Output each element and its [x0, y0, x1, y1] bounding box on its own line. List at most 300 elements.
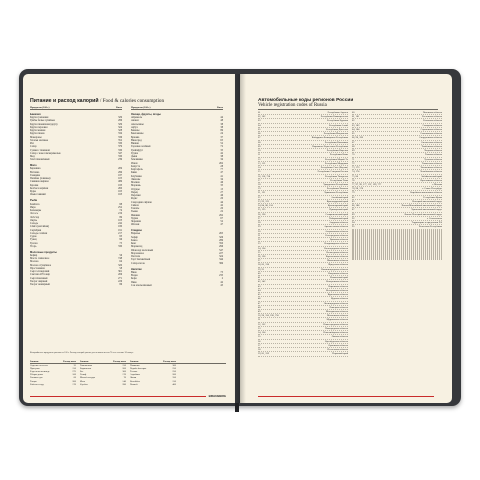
region-name: Республика Тыва: [330, 178, 348, 182]
title-en: Food & calories consumption: [102, 98, 165, 104]
region-code: 73, 173: [352, 166, 360, 170]
region-name: Ханты-Мансийский автономный округ: [401, 204, 442, 208]
activity-table: [30, 360, 226, 386]
region-code: 23, 93, 123: [258, 199, 269, 203]
region-name: Костромская область: [326, 288, 348, 292]
region-code: 66, 96, 196: [352, 136, 363, 140]
food-name: Молоко сгущённое: [30, 263, 52, 267]
region-name: Архангельская область: [324, 225, 348, 229]
region-code: 78, 98, 178: [352, 187, 363, 191]
region-name: Вологодская область: [326, 250, 348, 254]
activity-kcal: 100: [72, 373, 76, 377]
food-name: Томаты: [131, 207, 140, 211]
section-heading: Мясо: [30, 164, 37, 168]
bookmark-ribbon: [235, 403, 239, 412]
dotted-leader: [260, 276, 330, 279]
region-code: 37: [258, 259, 261, 263]
activity-kcal: 300: [122, 370, 126, 374]
region-code: 49: [258, 310, 261, 314]
food-name: Вино: [131, 270, 137, 274]
dotted-leader: [354, 225, 418, 228]
region-code: 22: [258, 195, 261, 199]
food-kcal: 96: [119, 238, 122, 242]
region-name: Республика Крым: [423, 195, 442, 199]
food-kcal: 328: [118, 129, 122, 133]
food-kcal: 103: [118, 218, 122, 222]
food-name: Крупа манная: [30, 129, 46, 133]
food-kcal: 296: [219, 245, 223, 249]
region-code: 33: [258, 242, 261, 246]
header-product: Продукты (100 г): [131, 106, 151, 109]
activity-kcal: 200: [172, 373, 176, 377]
dotted-leader: [260, 153, 330, 156]
region-name: Кировская область: [328, 284, 348, 288]
food-kcal: 262: [219, 161, 223, 165]
food-name: Хурма: [131, 216, 138, 220]
brand-logo: BRAUBERG: [208, 393, 226, 398]
food-kcal: 324: [118, 125, 122, 129]
food-name: Торт бисквитный: [131, 258, 151, 262]
food-kcal: 2: [221, 277, 223, 281]
region-code: 08: [258, 140, 261, 144]
dotted-leader: [260, 230, 325, 233]
food-kcal: 15: [220, 187, 223, 191]
dotted-leader: [265, 115, 320, 118]
food-name: Судак: [30, 235, 37, 239]
dotted-leader: [260, 238, 330, 241]
region-code: 12: [258, 157, 261, 161]
dotted-leader: [265, 323, 323, 326]
dotted-leader: [354, 191, 410, 194]
activity-kcal: 275: [72, 370, 76, 374]
title-separator: /: [98, 98, 103, 104]
region-name: Челябинская область: [420, 170, 442, 174]
region-name: Карачаево-Черкесская Республика: [312, 144, 348, 148]
region-code: 14: [258, 166, 261, 170]
region-code: 56: [258, 339, 261, 343]
activity-name: Танцы: [30, 379, 37, 383]
food-kcal: 352: [118, 138, 122, 142]
food-kcal: 27: [220, 190, 223, 194]
food-kcal: 48: [220, 119, 223, 123]
food-kcal: 330: [118, 142, 122, 146]
region-name: Ярославская область: [420, 178, 442, 182]
food-kcal: 42: [220, 203, 223, 207]
food-name: Хлеб пшеничный: [30, 158, 50, 162]
dotted-leader: [265, 213, 325, 216]
activity-name: Аэробика: [130, 373, 140, 377]
dotted-leader: [260, 302, 323, 305]
dotted-leader: [260, 124, 329, 127]
region-code: 13, 113: [258, 161, 266, 165]
dotted-leader: [260, 318, 326, 321]
dotted-leader: [354, 153, 425, 156]
dotted-leader: [260, 293, 327, 296]
region-name: Калининградская область: [321, 267, 348, 271]
header-activity: Занятие: [30, 360, 39, 363]
region-name: Курская область: [331, 297, 348, 301]
dotted-leader: [265, 280, 326, 283]
region-name: Нижегородская область: [323, 322, 348, 326]
header-product: Продукты (100 г): [30, 106, 50, 109]
food-kcal: 361: [118, 270, 122, 274]
dotted-leader: [354, 217, 427, 220]
food-name: Свёкла: [131, 203, 139, 207]
food-name: Ананас: [131, 119, 140, 123]
food-name: Камбала: [30, 202, 40, 206]
activity-row: [30, 383, 226, 386]
food-kcal: 45: [220, 283, 223, 287]
food-name: Брюква: [131, 135, 140, 139]
dotted-leader: [260, 149, 326, 152]
region-name: Республика Башкортостан: [320, 115, 348, 119]
food-name: Редис: [131, 197, 138, 201]
food-name: Изюм: [131, 161, 138, 165]
region-name: г. Севастополь: [426, 216, 442, 220]
activity-name: Волейбол: [130, 379, 140, 383]
region-name: Камчатский край: [330, 276, 348, 280]
food-name: Дыня: [131, 155, 138, 159]
food-name: Кролик: [30, 183, 39, 187]
book-spine: [234, 74, 246, 403]
activity-name: Лыжи: [130, 376, 137, 380]
region-code: 68: [352, 144, 355, 148]
dotted-leader: [260, 179, 330, 182]
food-name: Язык говяжий: [30, 193, 46, 197]
title-ru: Питание и расход калорий: [30, 98, 99, 104]
food-name: Крупа гречневая: [30, 116, 49, 120]
region-code: 46: [258, 297, 261, 301]
region-code: 95: [352, 225, 355, 229]
food-kcal: 165: [118, 190, 122, 194]
food-name: Клубника: [131, 174, 142, 178]
region-name: г. Москва: [432, 182, 442, 186]
region-name: Хабаровский край: [328, 216, 348, 220]
food-kcal: 324: [219, 255, 223, 259]
region-name: Смоленская область: [421, 140, 442, 144]
activity-kcal: 200: [122, 367, 126, 371]
food-kcal: 52: [220, 220, 223, 224]
region-code: 15: [258, 170, 261, 174]
dotted-leader: [260, 183, 323, 186]
activity-kcal: 200: [72, 379, 76, 383]
food-name: Сахар с кокосом/карамелью: [30, 151, 61, 155]
region-name: Территории за пределами РФ: [411, 221, 442, 225]
region-name: Саратовская область: [420, 127, 442, 131]
dotted-leader: [354, 162, 421, 165]
activity-kcal: 300: [172, 364, 176, 368]
food-name: Ветчина: [30, 170, 40, 174]
dotted-leader: [260, 310, 326, 313]
food-name: Груша: [131, 151, 139, 155]
food-kcal: 47: [220, 171, 223, 175]
region-name: Кемеровская область: [326, 280, 348, 284]
food-kcal: 38: [220, 155, 223, 159]
header-kcal: Расход ккал: [113, 360, 126, 363]
food-kcal: 74: [119, 209, 122, 213]
dotted-leader: [260, 289, 326, 292]
food-kcal: 38: [220, 125, 223, 129]
region-name: Курганская область: [327, 293, 348, 297]
dotted-leader: [260, 111, 327, 114]
food-kcal: 183: [118, 183, 122, 187]
left-footer: [30, 394, 226, 398]
food-name: Капуста: [131, 164, 140, 168]
food-name: Горошек зелёный: [131, 145, 151, 149]
food-name: Морковь: [131, 184, 141, 188]
dotted-leader: [260, 119, 327, 122]
food-kcal: 320: [118, 263, 122, 267]
header-kcal: Ккал: [116, 106, 122, 109]
food-kcal: 242: [118, 222, 122, 226]
food-kcal: 75: [220, 270, 223, 274]
food-name: Сыр голландский: [30, 270, 50, 274]
region-code: 03: [258, 119, 261, 123]
region-name: Республика Бурятия: [327, 119, 348, 123]
food-kcal: 58: [119, 266, 122, 270]
dotted-leader: [260, 272, 328, 275]
footer-rule: [30, 396, 206, 397]
food-kcal: 336: [118, 135, 122, 139]
food-kcal: 41: [220, 174, 223, 178]
food-name: Виноград: [131, 138, 142, 142]
activity-kcal: 170: [122, 373, 126, 377]
food-name: Крупа пшено: [30, 132, 45, 136]
dotted-leader: [260, 234, 325, 237]
food-table-column-1: [30, 106, 122, 286]
region-code: 17: [258, 178, 261, 182]
region-name: Республика Хакасия: [326, 187, 348, 191]
region-code: 29: [258, 225, 261, 229]
region-code: 58: [258, 348, 261, 352]
food-name: Перец: [131, 190, 138, 194]
food-kcal: 44: [220, 116, 223, 120]
food-kcal: 289: [219, 238, 223, 242]
dotted-leader: [363, 136, 419, 139]
region-name: Республика Татарстан: [325, 174, 348, 178]
food-name: Огурцы: [131, 187, 140, 191]
dotted-leader: [265, 255, 325, 258]
region-code: 75, 80: [352, 174, 359, 178]
right-footer: [258, 394, 434, 398]
food-name: Икра: [30, 205, 36, 209]
region-name: Томская область: [424, 153, 442, 157]
activity-name: Гольф: [80, 373, 87, 377]
region-code: 27: [258, 216, 261, 220]
header-activity: Занятие: [80, 360, 89, 363]
dotted-leader: [260, 128, 326, 131]
region-name: Республика Калмыкия: [324, 140, 348, 144]
dotted-leader: [260, 170, 317, 173]
region-code: 07: [258, 136, 261, 140]
food-name: Кальмары: [30, 209, 42, 213]
food-name: Варенье: [131, 232, 141, 236]
food-kcal: 330: [118, 155, 122, 159]
region-name: Кабардино-Балкарская Республика: [311, 136, 348, 140]
food-name: Тунец: [30, 238, 37, 242]
section-heading: Бакалея: [30, 112, 41, 116]
food-kcal: 344: [219, 258, 223, 262]
food-name: Сушки с пшенкой: [30, 148, 50, 152]
food-kcal: 163: [118, 193, 122, 197]
food-kcal: 206: [118, 273, 122, 277]
food-name: Пиво: [131, 280, 137, 284]
dotted-leader: [260, 136, 311, 139]
food-kcal: 47: [220, 223, 223, 227]
region-code: 92: [352, 216, 355, 220]
region-name: Ямало-Ненецкий автономный округ: [404, 212, 442, 216]
food-row: [30, 245, 122, 248]
dotted-leader: [359, 128, 420, 131]
food-kcal: 329: [118, 116, 122, 120]
title-ru: Автомобильные коды регионов России: [258, 98, 354, 103]
region-code: 53: [258, 326, 261, 330]
header-kcal: Ккал: [217, 106, 223, 109]
region-name: Рязанская область: [423, 119, 442, 123]
title-en: Vehicle registration codes of Russia: [258, 103, 438, 110]
dotted-leader: [358, 175, 421, 178]
food-name: Арбуз: [131, 125, 138, 129]
region-name: Московская область: [327, 314, 348, 318]
food-kcal: 56: [119, 253, 122, 257]
region-code: 94: [352, 221, 355, 225]
activity-kcal: 150: [172, 379, 176, 383]
region-name: Республика Карелия: [326, 149, 348, 153]
food-name: Простокваша: [30, 266, 45, 270]
region-code: 86, 186: [352, 204, 360, 208]
food-kcal: 83: [119, 235, 122, 239]
activity-name: Футбол: [80, 382, 88, 386]
region-name: Ивановская область: [327, 259, 348, 263]
food-name: Водка: [131, 274, 138, 278]
dotted-leader: [354, 208, 411, 211]
food-row: [30, 283, 122, 286]
food-kcal: 44: [220, 200, 223, 204]
food-kcal: 72: [220, 145, 223, 149]
food-name: Кефир: [30, 253, 38, 257]
dotted-leader: [270, 175, 325, 178]
dotted-leader: [260, 348, 327, 351]
food-name: Сметана 20% жир: [30, 273, 50, 277]
region-code: 32: [258, 238, 261, 242]
section-heading: Молочные продукты: [30, 250, 57, 254]
food-kcal: 547: [219, 248, 223, 252]
region-name: Красноярский край: [327, 204, 348, 208]
food-name: Крупа пшеничная (круп): [30, 122, 58, 126]
region-name: Новосибирская область: [323, 331, 348, 335]
region-code: 16, 116, 716: [258, 174, 271, 178]
food-name: Яблоки: [131, 223, 140, 227]
food-name: Киви: [131, 171, 137, 175]
region-code: 52, 152: [258, 322, 266, 326]
section-heading: Рыба: [30, 199, 37, 203]
dotted-leader: [354, 179, 420, 182]
dotted-leader: [359, 170, 420, 173]
dotted-leader: [273, 204, 328, 207]
food-kcal: 105: [118, 177, 122, 181]
food-name: Творог нежирный: [30, 283, 50, 287]
food-kcal: 64: [119, 260, 122, 264]
food-name: Зефир: [131, 235, 138, 239]
food-kcal: 46: [220, 181, 223, 185]
food-name: Печёнка (говяжья): [30, 177, 51, 181]
dotted-leader: [260, 225, 324, 228]
region-code: 06: [258, 132, 261, 136]
region-code: 72: [352, 161, 355, 165]
activity-kcal: 250: [172, 367, 176, 371]
activity-name: Готовка еды: [30, 376, 43, 380]
food-kcal: 260: [118, 186, 122, 190]
region-code: 50, 90, 150, 190, 750: [258, 314, 279, 318]
dotted-leader: [354, 200, 412, 203]
activity-name: Йога: [80, 379, 85, 383]
region-code: 89: [352, 212, 355, 216]
region-name: Амурская область: [329, 221, 348, 225]
dotted-leader: [260, 340, 325, 343]
region-name: Белгородская область: [325, 233, 348, 237]
food-kcal: 217: [118, 231, 122, 235]
region-name: Ульяновская область: [420, 166, 442, 170]
food-name: Баклажаны: [131, 132, 144, 136]
food-name: Окунь: [30, 218, 37, 222]
region-code: 55: [258, 335, 261, 339]
food-name: Персики: [131, 194, 141, 198]
food-name: Мед: [30, 155, 35, 159]
dotted-leader: [279, 314, 327, 317]
dotted-leader: [260, 285, 328, 288]
food-kcal: 187: [118, 173, 122, 177]
food-name: Рис: [30, 142, 34, 146]
activity-name: Сидение на месте: [30, 364, 49, 368]
dotted-leader: [354, 111, 422, 114]
food-name: Сыр плавленый: [30, 276, 48, 280]
region-name: Свердловская область: [419, 136, 442, 140]
food-name: Крупа перловая: [30, 125, 48, 129]
region-name: Ставропольский край: [325, 212, 348, 216]
region-code: 02, 102: [258, 115, 266, 119]
region-code: 42, 142: [258, 280, 266, 284]
region-name: Тамбовская область: [421, 144, 442, 148]
food-kcal: 286: [118, 119, 122, 123]
food-name: Свинина жирная: [30, 180, 49, 184]
dotted-leader: [354, 196, 423, 199]
food-name: Тыква: [131, 210, 138, 214]
region-name: Тульская область: [424, 157, 442, 161]
section-heading: Сладкое: [131, 229, 142, 233]
dotted-leader: [354, 132, 420, 135]
region-name: Республика Алтай: [328, 123, 348, 127]
dotted-leader: [269, 263, 329, 266]
food-kcal: 77: [220, 168, 223, 172]
food-name: Сельдь солёная: [30, 231, 48, 235]
food-name: Грибы белые сушёные: [30, 119, 55, 123]
food-kcal: 34: [220, 158, 223, 162]
calorie-note: Калорийность продуктов указана на 100 г. Расход калорий указан для человека весом 70 кг в течение 30 минут.: [30, 352, 134, 354]
table-header: [30, 106, 122, 110]
region-code: 35: [258, 250, 261, 254]
dotted-leader: [354, 213, 404, 216]
food-name: Кекс: [131, 242, 137, 246]
region-code: 10: [258, 149, 261, 153]
activity-name: Ходьба быстрая: [130, 367, 147, 371]
food-kcal: 399: [219, 261, 223, 265]
region-code: 57: [258, 343, 261, 347]
food-name: Абрикосы: [131, 116, 143, 120]
region-code: 30: [258, 229, 261, 233]
region-code: 28: [258, 221, 261, 225]
food-name: Макароны: [30, 135, 42, 139]
region-code: 64, 164: [352, 127, 360, 131]
